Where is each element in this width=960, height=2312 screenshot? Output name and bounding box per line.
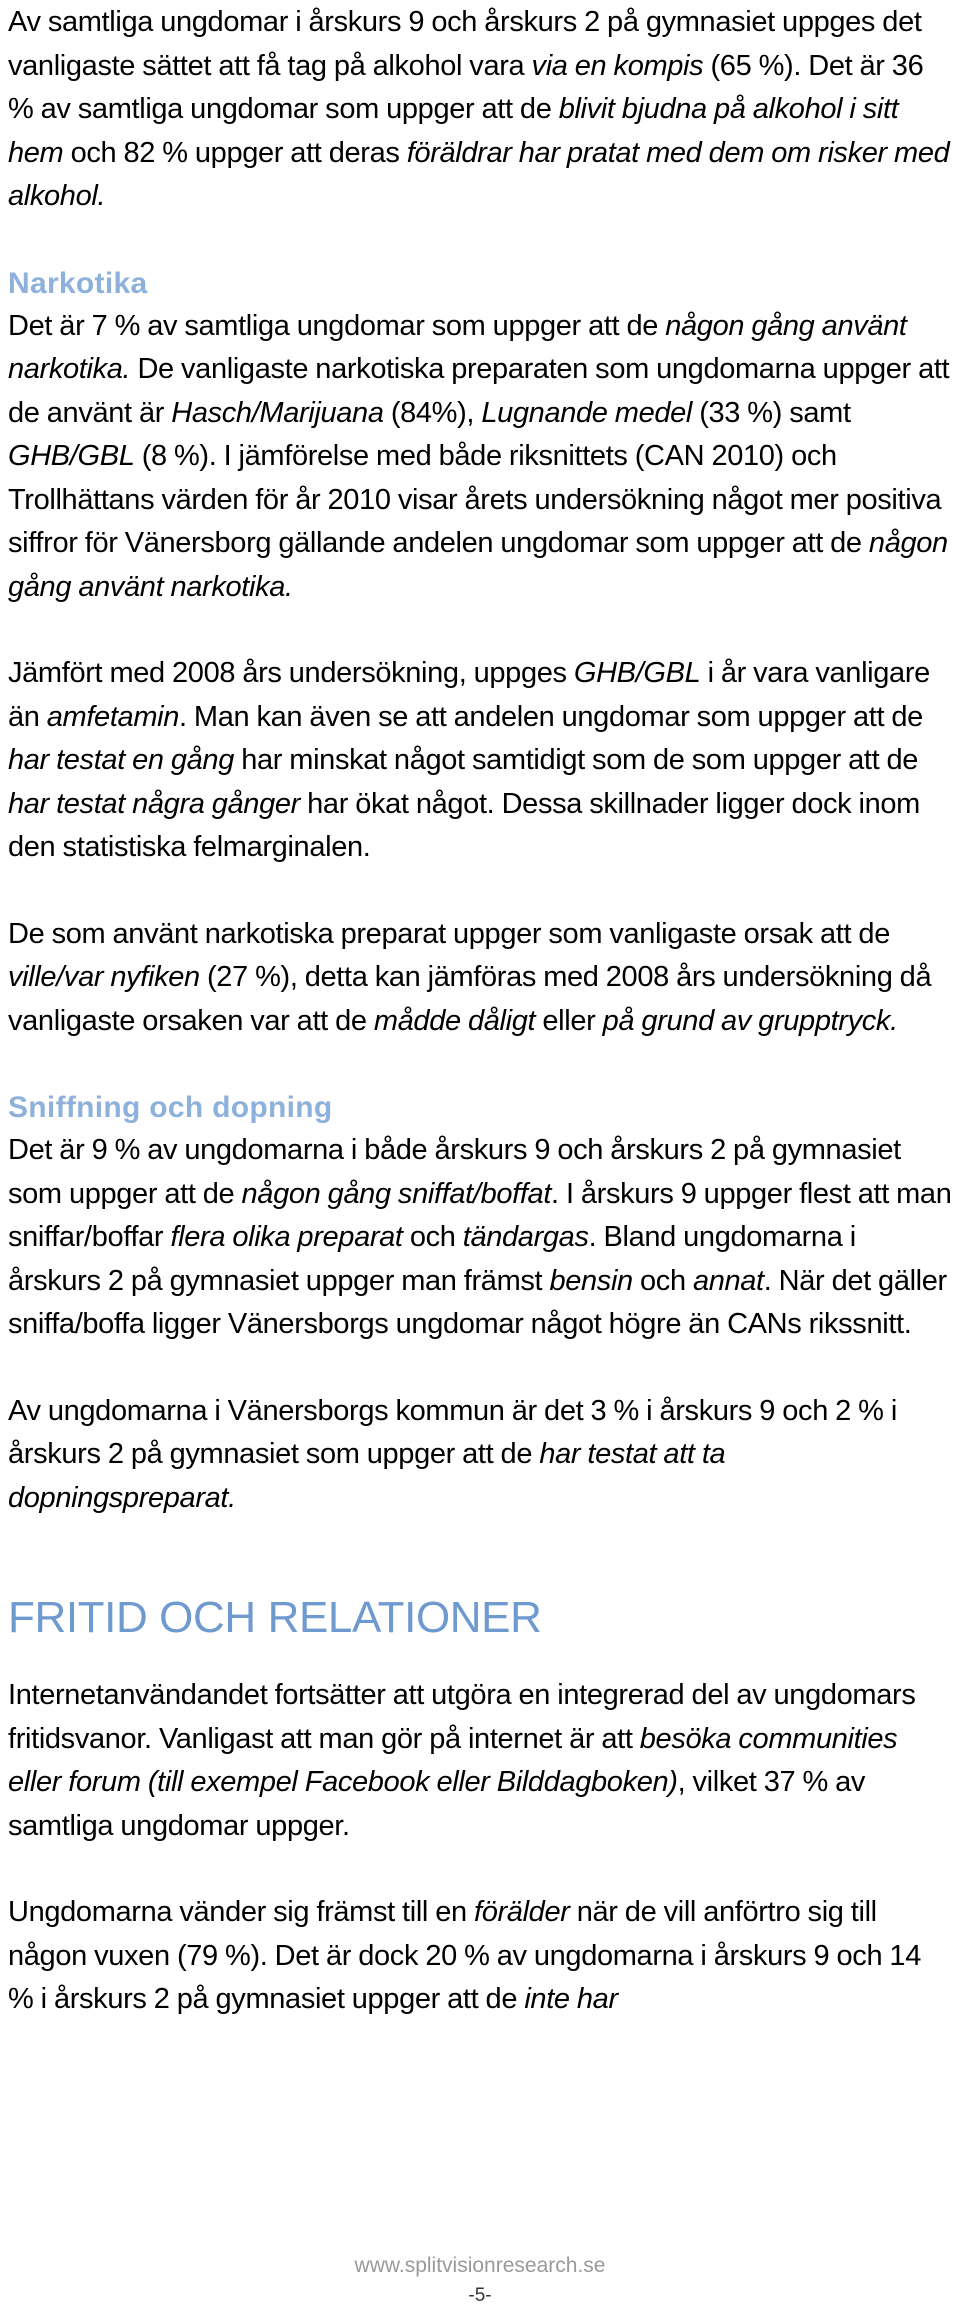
- footer-page-number: -5-: [468, 2285, 492, 2306]
- heading-sniffning-dopning: Sniffning och dopning: [8, 1091, 333, 1124]
- paragraph-alcohol-sources: Av samtliga ungdomar i årskurs 9 och årskurs 2 på gymnasiet uppges det vanligaste sättet att få tag på alkohol vara via en kompis (65 %). Det är 36 % av samtliga ungdomar som uppger att de blivit bjudna på alkohol i sitt hem och 82 % uppger att deras föräldrar har pratat med dem om risker med alkohol.: [8, 6, 950, 212]
- paragraph-trusted-adult: Ungdomarna vänder sig främst till en förälder när de vill anförtro sig till någon vuxen (79 %). Det är dock 20 % av ungdomarna i årskurs 9 och 14 % i årskurs 2 på gymnasiet uppger att de inte har: [8, 1896, 921, 2015]
- paragraph-narkotika-reasons: De som använt narkotiska preparat uppger som vanligaste orsak att de ville/var nyfiken (27 %), detta kan jämföras med 2008 års undersökning då vanligaste orsaken var att de mådde dåligt eller på grund av grupptryck.: [8, 917, 932, 1037]
- paragraph-narkotika-comparison: Jämfört med 2008 års undersökning, uppges GHB/GBL i år vara vanligare än amfetamin. Man kan även se att andelen ungdomar som uppger att de har testat en gång har minskat något samtidigt som de som uppger att de har testat några gånger har ökat något. Dessa skillnader ligger dock inom den statistiska felmarginalen.: [8, 657, 930, 863]
- heading-narkotika: Narkotika: [8, 266, 148, 300]
- paragraph-sniffning: Det är 9 % av ungdomarna i både årskurs 9 och årskurs 2 på gymnasiet som uppger att de någon gång sniffat/boffat. I årskurs 9 uppger flest att man sniffar/boffar flera olika preparat och tändargas. Bland ungdomarna i årskurs 2 på gymnasiet uppger man främst bensin och annat. När det gäller sniffa/boffa ligger Vänersborgs ungdomar något högre än CANs rikssnitt.: [8, 1134, 952, 1340]
- heading-fritid-relationer: FRITID OCH RELATIONER: [8, 1593, 542, 1642]
- paragraph-internet-usage: Internetanvändandet fortsätter att utgöra en integrerad del av ungdomars fritidsvanor. Vanligast att man gör på internet är att besöka communities eller forum (till exempel Facebook eller Bilddagboken), vilket 37 % av samtliga ungdomar uppger.: [8, 1679, 916, 1842]
- paragraph-narkotika-usage: Det är 7 % av samtliga ungdomar som uppger att de någon gång använt narkotika. De vanligaste narkotiska preparaten som ungdomarna uppger att de använt är Hasch/Marijuana (84%), Lugnande medel (33 %) samt GHB/GBL (8 %). I jämförelse med både riksnittets (CAN 2010) och Trollhättans värden för år 2010 visar årets undersökning något mer positiva siffror för Vänersborg gällande andelen ungdomar som uppger att de någon gång använt narkotika.: [8, 309, 950, 603]
- document-page: [8, 0, 952, 2022]
- footer-website-url: www.splitvisionresearch.se: [354, 2254, 606, 2277]
- paragraph-dopning: Av ungdomarna i Vänersborgs kommun är det 3 % i årskurs 9 och 2 % i årskurs 2 på gymnasiet som uppger att de har testat att ta dopningspreparat.: [8, 1394, 897, 1514]
